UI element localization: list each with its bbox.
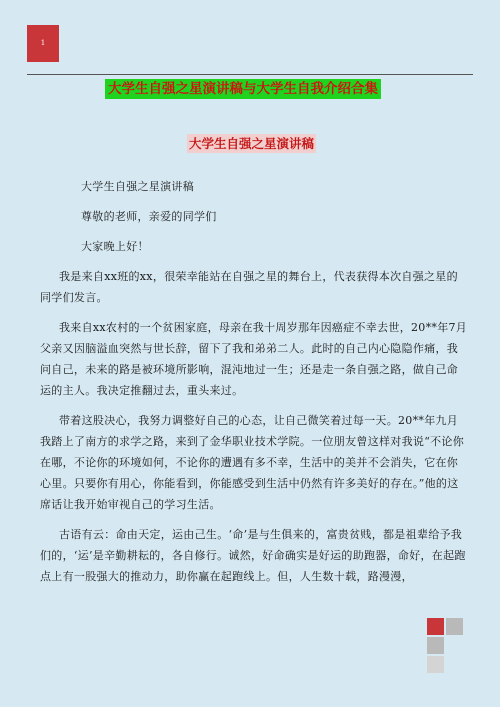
body-paragraph: 带着这股决心，我努力调整好自己的心态，让自己微笑着过每一天。20**年九月我踏上了南方的求学之路，来到了金华职业技术学院。一位朋友曾这样对我说“不论你在哪，不论你的环境如何，不论你的遭遇有多不幸，生活中的美并不会消失，它在你心里。只要你有用心，你能看到，你能感受到生活中仍然有许多美好的存在。”他的这席话让我开始审视自己的学习生活。 [40,414,465,511]
section-title: 大学生自强之星演讲稿 [189,136,315,151]
page-number-badge [27,25,59,62]
body-paragraph: 大家晚上好！ [81,240,149,253]
body-paragraph: 我是来自xx班的xx，很荣幸能站在自强之星的舞台上，代表获得本次自强之星的同学们发言。 [40,270,458,304]
body-paragraph: 我来自xx农村的一个贫困家庭，母亲在我十周岁那年因癌症不幸去世，20**年7月父亲又因脑溢血突然与世长辞，留下了我和弟弟二人。此时的自己内心隐隐作痛，我问自己，未来的路是被环境所影响，混沌地过一生；还是走一条自强之路，做自己命运的主人。我决定推翻过去，重头来过。 [40,321,468,397]
document-body [40,176,468,587]
deco-square-lightgray [427,656,444,673]
document-title: 大学生自强之星演讲稿与大学生自我介绍合集 [105,79,381,99]
body-paragraph: 古语有云：命由天定，运由己生。‘命’是与生俱来的，富贵贫贱，都是祖辈给予我们的，‘运’是辛勤耕耘的，各自修行。诚然，好命确实是好运的助跑器，命好，在起跑点上有一股强大的推动力，助你赢在起跑线上。但，人生数十载，路漫漫， [40,528,466,583]
corner-decoration [427,618,463,672]
page-number: 1 [40,39,46,47]
header-divider [27,74,473,75]
body-paragraph: 尊敬的老师，亲爱的同学们 [81,210,217,223]
body-paragraph: 大学生自强之星演讲稿 [81,180,194,193]
deco-square-gray [446,618,463,635]
deco-square-red [427,618,444,635]
deco-square-gray [427,637,444,654]
